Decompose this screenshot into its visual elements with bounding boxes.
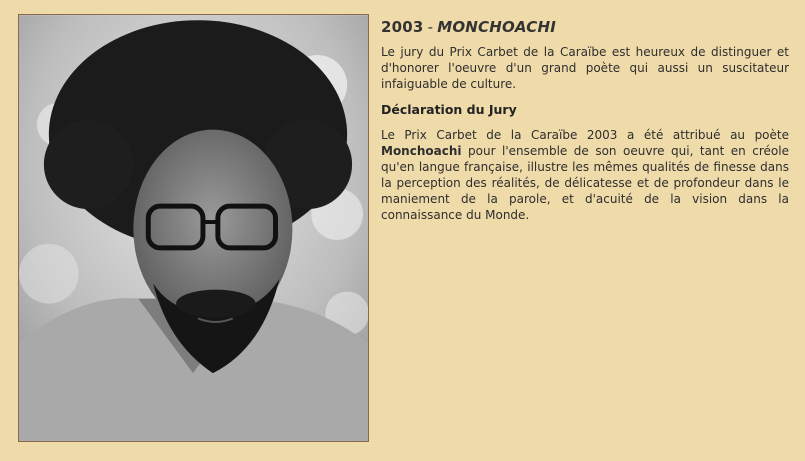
declaration-heading: Déclaration du Jury [381, 102, 517, 117]
title-separator: - [427, 18, 434, 36]
portrait-image [19, 15, 368, 441]
declaration-laureate-name: Monchoachi [381, 144, 462, 158]
portrait-photo [18, 14, 369, 442]
award-year: 2003 [381, 18, 424, 36]
laureate-name: MONCHOACHI [437, 18, 557, 36]
declaration-text-start: Le Prix Carbet de la Caraïbe 2003 a été attribué au poète [381, 128, 789, 142]
declaration-paragraph [381, 127, 789, 223]
declaration-text-end: pour l'ensemble de son oeuvre qui, tant en créole qu'en langue française, illustre les mêmes qualités de finesse dans la perception des réalités, de délicatesse et de profondeur dans le maniement de la parole, et d'acuité de la vision dans la connaissance du Monde. [381, 144, 789, 222]
award-title [381, 18, 789, 36]
award-content [381, 18, 789, 233]
intro-paragraph: Le jury du Prix Carbet de la Caraïbe est heureux de distinguer et d'honorer l'oeuvre d'un grand poète qui aussi un suscitateur infaiguable de culture. [381, 45, 789, 91]
